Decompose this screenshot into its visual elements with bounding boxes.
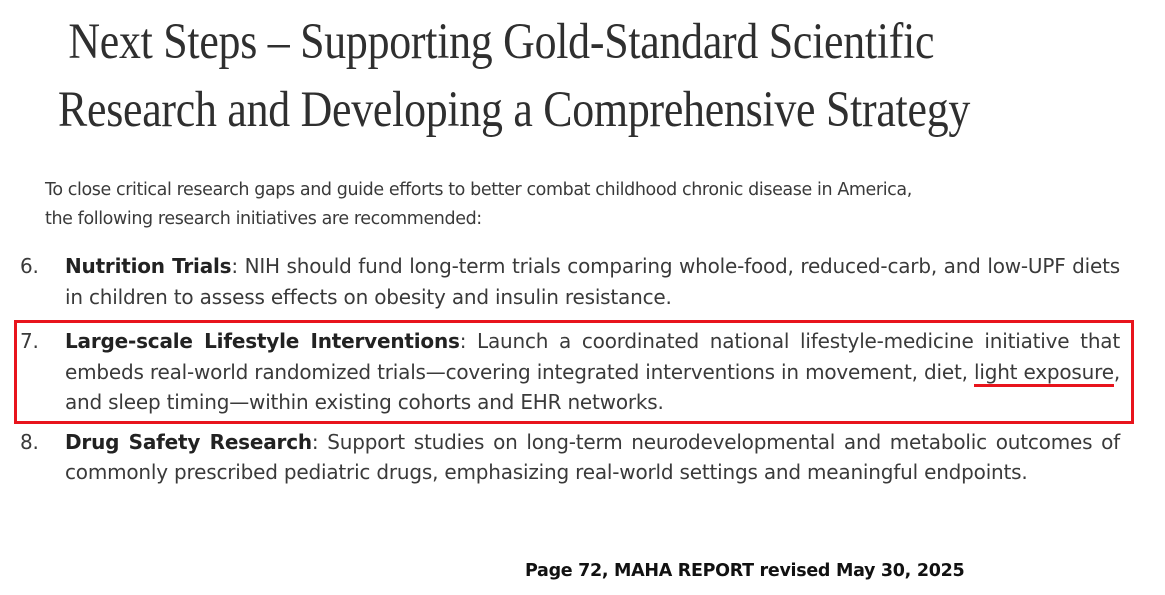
- item-number: 8.: [20, 429, 39, 454]
- intro-paragraph: [45, 176, 1105, 234]
- highlighted-phrase: light exposure: [974, 360, 1114, 387]
- intro-line-1: To close critical research gaps and guide efforts to better combat childhood chronic disease in America,: [45, 180, 912, 200]
- page-citation: Page 72, MAHA REPORT revised May 30, 2025: [525, 561, 965, 581]
- intro-line-2: the following research initiatives are recommended:: [45, 209, 482, 229]
- item-term: Nutrition Trials: [65, 254, 232, 278]
- page-title: [58, 8, 1021, 144]
- item-text: : NIH should fund long-term trials comparing whole-food, reduced-carb, and low-UPF diets in children to assess effects on obesity and insulin resistance.: [65, 254, 1120, 309]
- list-item-drug-safety: [20, 427, 1120, 488]
- title-line-2: Research and Developing a Comprehensive Strategy: [58, 82, 971, 138]
- item-term: Drug Safety Research: [65, 429, 312, 454]
- item-number: 6.: [20, 254, 39, 278]
- item-text: : Support studies on long-term neurodevelopmental and metabolic outcomes of commonly prescribed pediatric drugs, emphasizing real-world settings and meaningful endpoints.: [65, 429, 1120, 484]
- red-annotation-box: [14, 320, 1134, 424]
- item-number: 7.: [20, 329, 39, 353]
- item-text-before: : Launch a coordinated national lifestyle-medicine initiative that embeds real-world randomized trials—covering integrated interventions in movement, diet,: [65, 329, 1120, 384]
- list-item-nutrition-trials: [20, 251, 1120, 312]
- item-text-after: , and sleep timing—within existing cohorts and EHR networks.: [65, 359, 1120, 414]
- title-line-1: Next Steps – Supporting Gold-Standard Scientific: [68, 14, 935, 70]
- item-term: Large-scale Lifestyle Interventions: [65, 329, 460, 353]
